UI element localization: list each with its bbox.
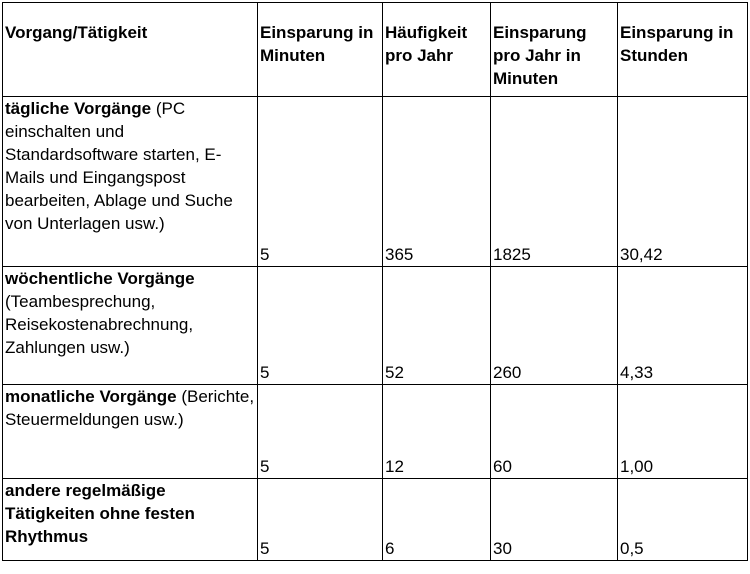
savings-per-year-cell: 60	[491, 385, 618, 479]
process-title: monatliche Vorgänge	[5, 387, 177, 406]
frequency-cell: 52	[383, 267, 491, 385]
process-cell	[3, 385, 258, 479]
table-header-row	[3, 3, 748, 97]
savings-minutes-cell: 5	[258, 385, 383, 479]
savings-hours-cell: 0,5	[618, 479, 748, 561]
header-savings-minutes: Einsparung in Minuten	[258, 3, 383, 97]
savings-hours-cell: 30,42	[618, 97, 748, 267]
savings-table	[2, 2, 748, 561]
frequency-cell: 6	[383, 479, 491, 561]
process-cell	[3, 479, 258, 561]
header-savings-hours: Einsparung in Stunden	[618, 3, 748, 97]
savings-minutes-cell: 5	[258, 97, 383, 267]
savings-minutes-cell: 5	[258, 479, 383, 561]
frequency-cell: 365	[383, 97, 491, 267]
frequency-cell: 12	[383, 385, 491, 479]
table-row	[3, 97, 748, 267]
table-row	[3, 385, 748, 479]
savings-per-year-cell: 1825	[491, 97, 618, 267]
savings-hours-cell: 4,33	[618, 267, 748, 385]
process-cell	[3, 97, 258, 267]
process-title: tägliche Vorgänge	[5, 99, 152, 118]
savings-minutes-cell: 5	[258, 267, 383, 385]
process-title: andere regelmäßige Tätigkeiten ohne festen Rhythmus	[5, 481, 195, 546]
savings-hours-cell: 1,00	[618, 385, 748, 479]
header-savings-per-year-minutes: Einsparung pro Jahr in Minuten	[491, 3, 618, 97]
header-process: Vorgang/Tätigkeit	[3, 3, 258, 97]
savings-per-year-cell: 30	[491, 479, 618, 561]
process-title: wöchentliche Vorgänge	[5, 269, 195, 288]
process-cell	[3, 267, 258, 385]
table-row	[3, 479, 748, 561]
process-detail: (Berichte, Steuermeldungen usw.)	[5, 387, 255, 429]
header-frequency: Häufigkeit pro Jahr	[383, 3, 491, 97]
table-row	[3, 267, 748, 385]
savings-per-year-cell: 260	[491, 267, 618, 385]
process-detail: (PC einschalten und Standardsoftware starten, E-Mails und Eingangspost bearbeiten, Ablage und Suche von Unterlagen usw.)	[5, 99, 233, 233]
process-detail: (Teambesprechung, Reisekostenabrechnung, Zahlungen usw.)	[5, 292, 194, 357]
